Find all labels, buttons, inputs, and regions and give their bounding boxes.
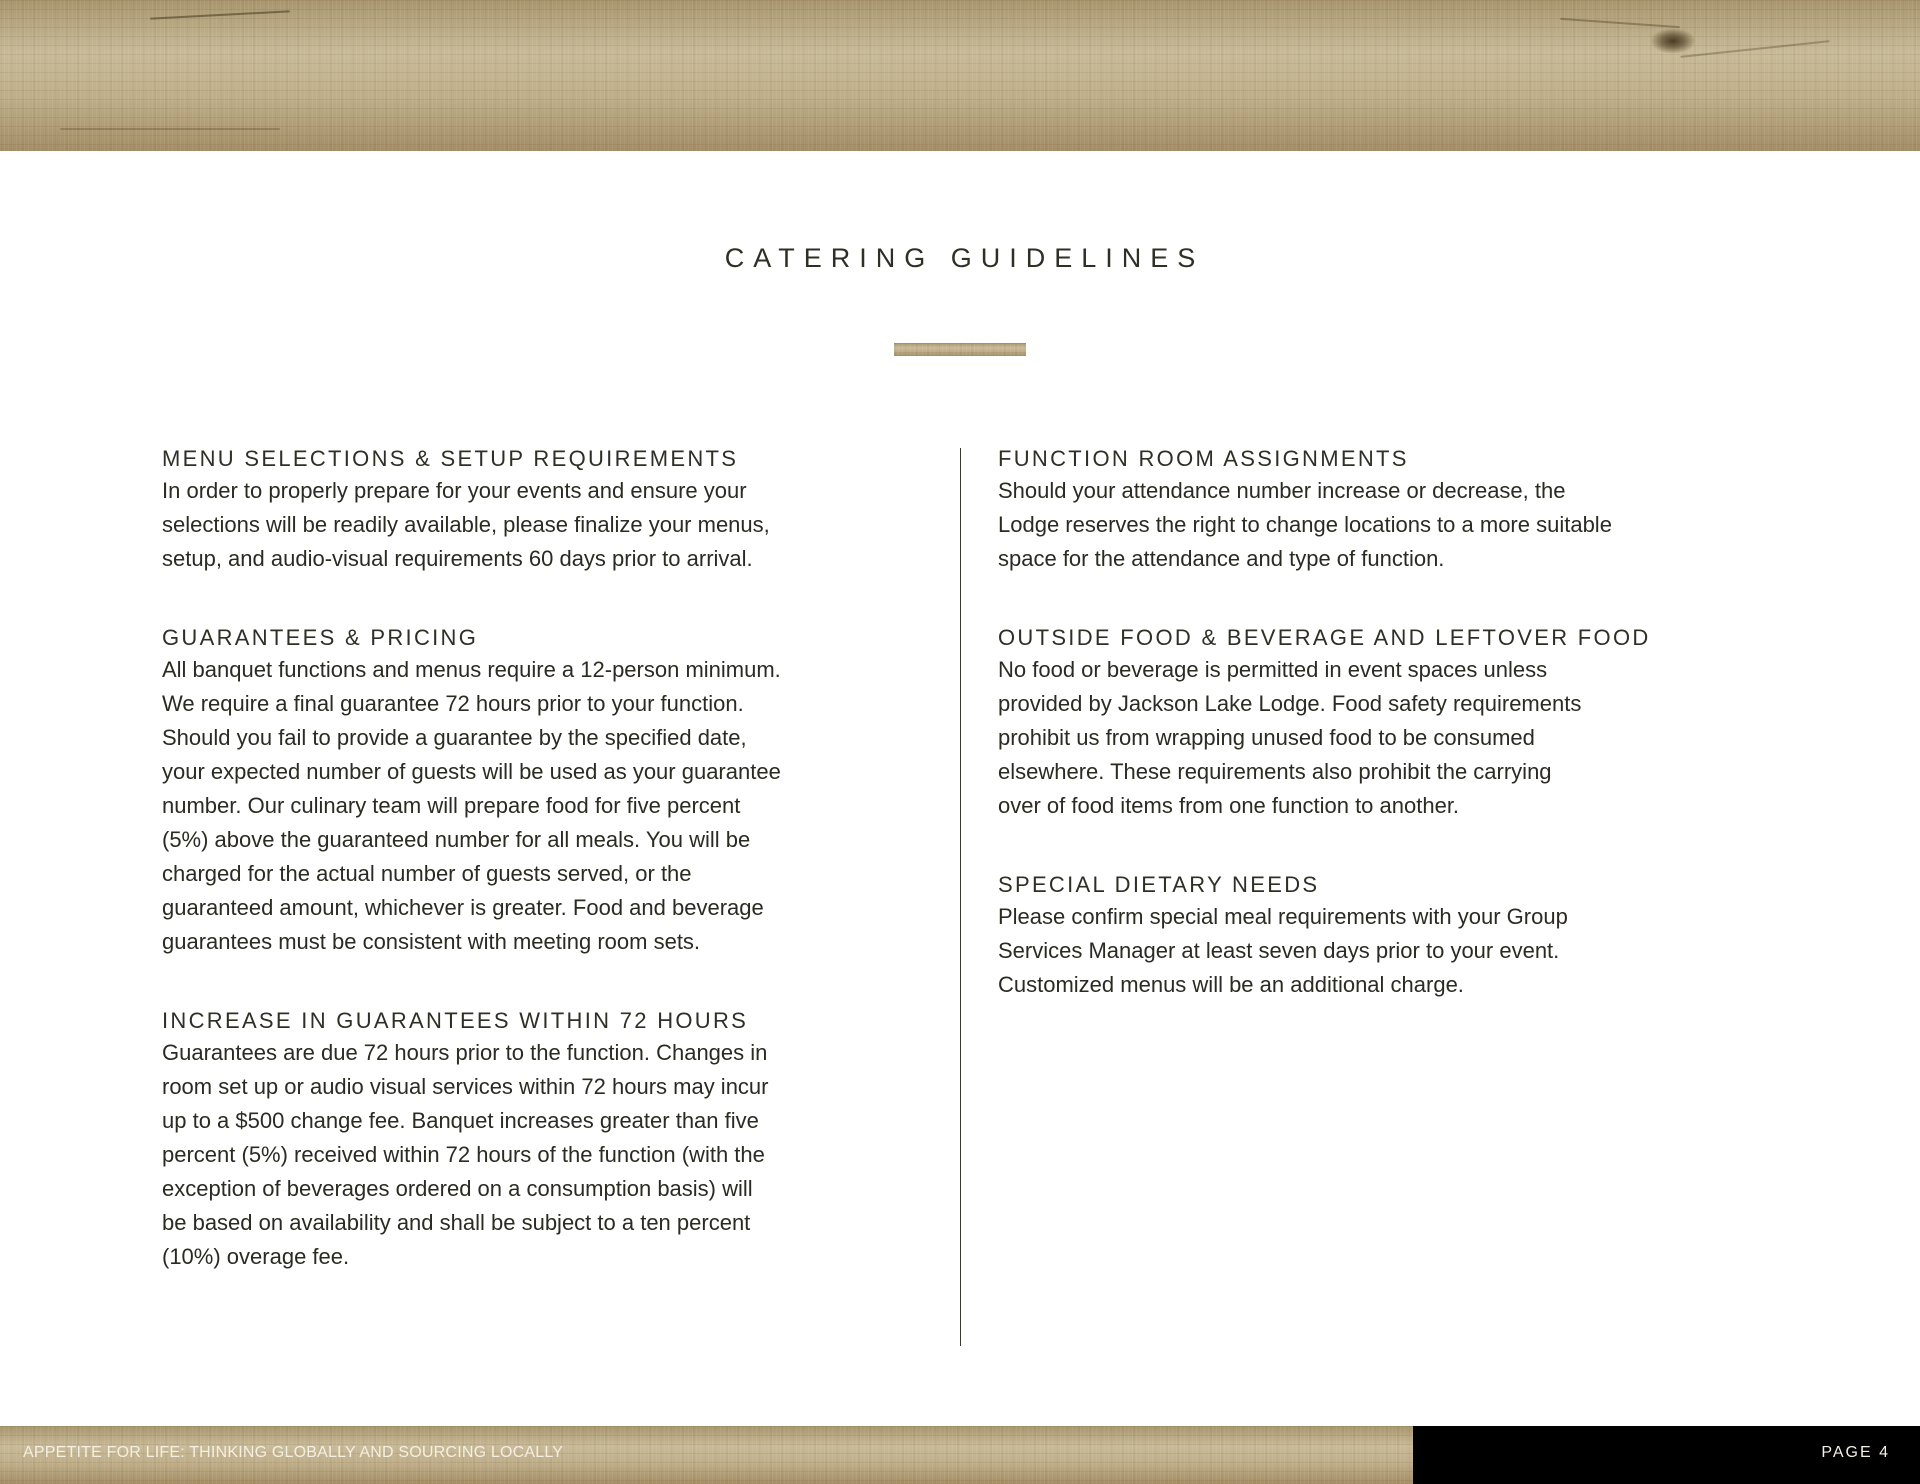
section-body: All banquet functions and menus require a 12-person minimum. We require a final guarantee 72 hours prior to your function. Should you fail to provide a guarantee by the specified date, your expected number of guests will be used as your guarantee number. Our culinary team will prepare food for five percent (5%) above the guaranteed number for all meals. You will be charged for the actual number of guests served, or the guaranteed amount, whichever is greater. Food and beverage guarantees must be consistent with meeting room sets. [162, 657, 781, 954]
section-heading: MENU SELECTIONS & SETUP REQUIREMENTS [162, 446, 739, 471]
left-column [162, 444, 822, 1321]
section-heading: GUARANTEES & PRICING [162, 625, 479, 650]
wood-crack [60, 128, 280, 130]
title-accent-bar [894, 343, 1026, 356]
wood-texture-banner [0, 0, 1920, 151]
wood-crack [1560, 18, 1680, 28]
wood-knot [1650, 28, 1696, 54]
section-function-room [998, 444, 1698, 576]
section-menu-selections [162, 444, 822, 576]
section-body: No food or beverage is permitted in event spaces unless provided by Jackson Lake Lodge. Food safety requirements prohibit us from wrapping unused food to be consumed elsewhere. These requirements also prohibit the carrying over of food items from one function to another. [998, 657, 1582, 818]
section-body: Guarantees are due 72 hours prior to the function. Changes in room set up or audio visual services within 72 hours may incur up to a $500 change fee. Banquet increases greater than five percent (5%) received within 72 hours of the function (with the exception of beverages ordered on a consumption basis) will be based on availability and shall be subject to a ten percent (10%) overage fee. [162, 1040, 769, 1269]
page-number: PAGE 4 [1821, 1444, 1890, 1461]
section-body: Should your attendance number increase or decrease, the Lodge reserves the right to change locations to a more suitable space for the attendance and type of function. [998, 478, 1612, 571]
wood-crack [150, 10, 290, 19]
section-body: In order to properly prepare for your events and ensure your selections will be readily available, please finalize your menus, setup, and audio-visual requirements 60 days prior to arrival. [162, 478, 770, 571]
section-body: Please confirm special meal requirements with your Group Services Manager at least seven days prior to your event. Customized menus will be an additional charge. [998, 904, 1568, 997]
section-dietary-needs [998, 870, 1698, 1002]
section-heading: OUTSIDE FOOD & BEVERAGE AND LEFTOVER FOOD [998, 625, 1651, 650]
right-column [998, 444, 1698, 1049]
column-divider [960, 448, 961, 1346]
page-title: CATERING GUIDELINES [724, 243, 1205, 273]
section-guarantees-pricing [162, 623, 822, 959]
section-heading: SPECIAL DIETARY NEEDS [998, 872, 1320, 897]
section-heading: FUNCTION ROOM ASSIGNMENTS [998, 446, 1409, 471]
section-outside-food [998, 623, 1698, 823]
section-heading: INCREASE IN GUARANTEES WITHIN 72 HOURS [162, 1008, 749, 1033]
section-increase-guarantees [162, 1006, 822, 1274]
wood-crack [1680, 40, 1829, 58]
footer-tagline: APPETITE FOR LIFE: THINKING GLOBALLY AND SOURCING LOCALLY [23, 1444, 564, 1461]
